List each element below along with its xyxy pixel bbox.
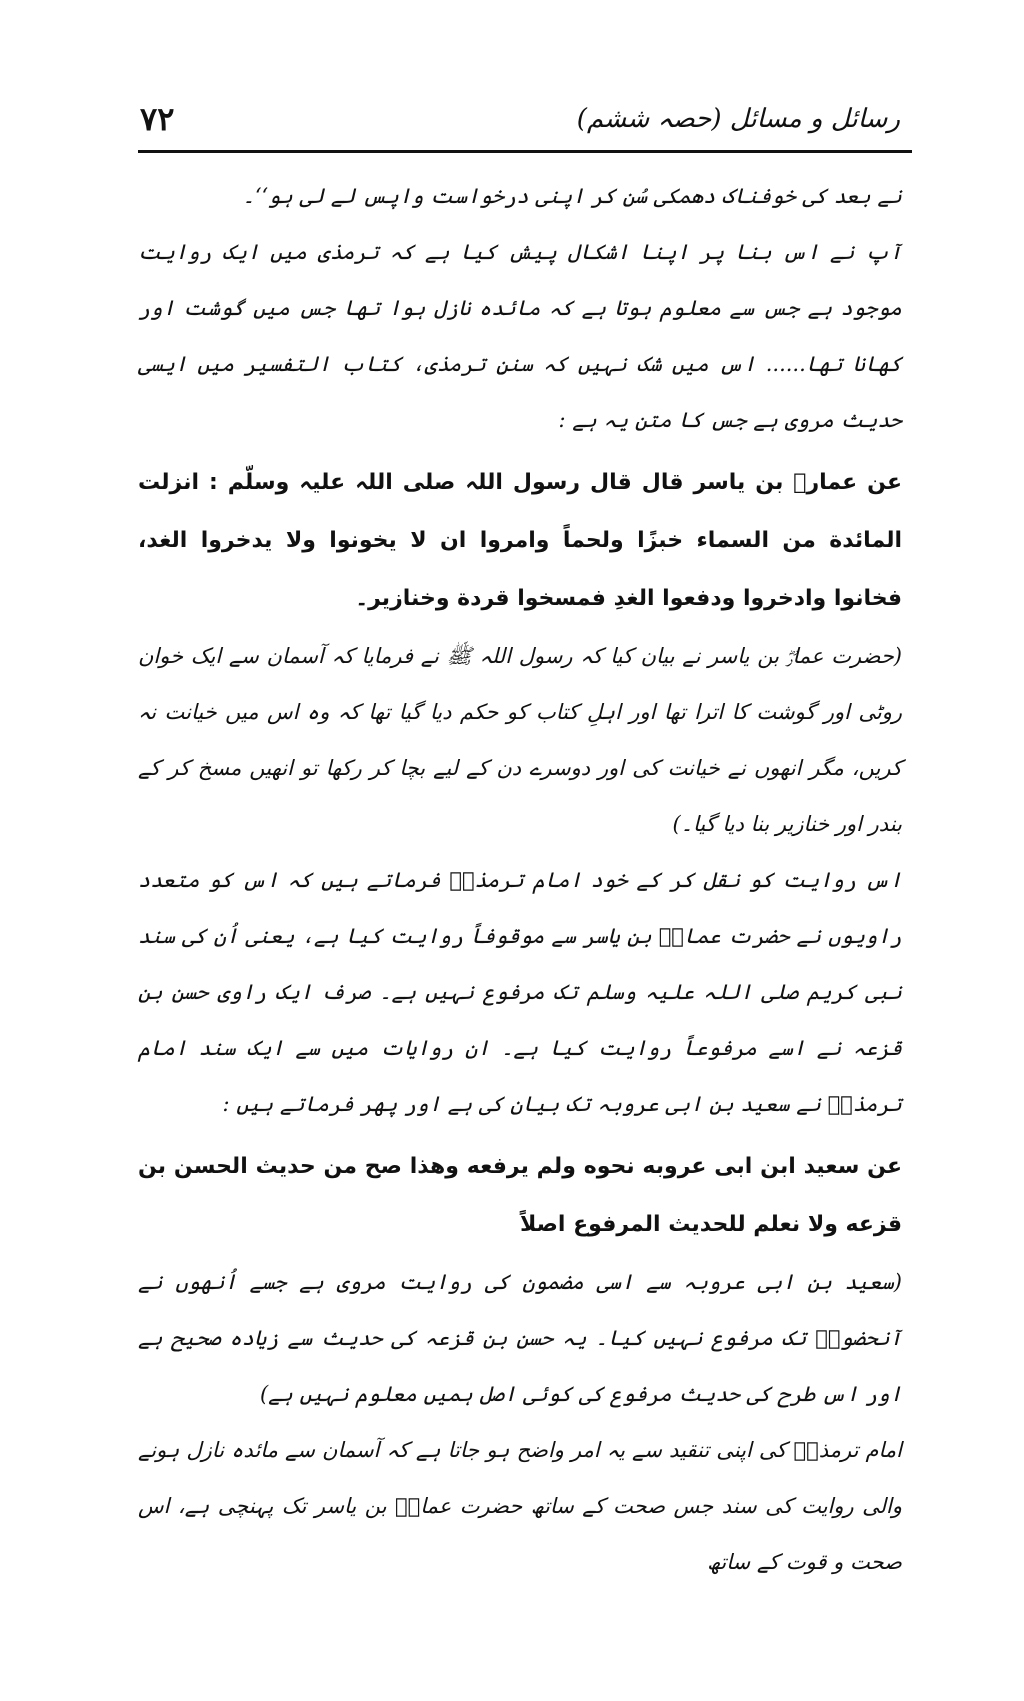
page-header xyxy=(140,100,900,146)
arabic-chain-quote: عن سعید ابن ابی عروبه نحوه ولم یرفعه وهذا صح من حدیث الحسن بن قزعه ولا نعلم للحدیث المرفوع اصلاً xyxy=(138,1154,902,1237)
page-number: ۷۲ xyxy=(140,100,175,138)
paragraph-question: آپ نے اس بنا پر اپنا اشکال پیش کیا ہے کہ ترمذی میں ایک روایت موجود ہے جس سے معلوم ہوتا ہے کہ مائدہ نازل ہوا تھا جس میں گوشت اور کھانا تھا...... اس میں شک نہیں کہ سننِ ترمذی، کتاب التفسیر میں ایسی حدیث مروی ہے جس کا متن یہ ہے : xyxy=(138,240,902,432)
paragraph-tirmidhi-comment: اس روایت کو نقل کر کے خود امام ترمذیؒ فرماتے ہیں کہ اس کو متعدد راویوں نے حضرت عمارؓ بن یاسر سے موقوفاً روایت کیا ہے، یعنی اُن کی سند نبی کریم صلی اللہ علیہ وسلم تک مرفوع نہیں ہے۔ صرف ایک راوی حسن بن قزعہ نے اسے مرفوعاً روایت کیا ہے۔ ان روایات میں سے ایک سند امام ترمذیؒ نے سعید بن ابی عروبہ تک بیان کی ہے اور پھر فرماتے ہیں : xyxy=(138,868,902,1116)
paragraph-intro: نے بعد کی خوفناک دھمکی سُن کر اپنی درخواست واپس لے لی ہو‘‘۔ xyxy=(242,184,902,208)
arabic-hadith-quote: عن عمارؓ بن یاسر قال قال رسول اللہ صلی اللہ علیہ وسلّم : انزلت المائدة من السماء خبزًا ولحماً وامروا ان لا یخونوا ولا یدخروا الغد، فخانوا وادخروا ودفعوا الغدِ فمسخوا قردة وخنازیر۔ xyxy=(138,470,902,611)
paragraph-chain-translation: (سعید بن ابی عروبہ سے اسی مضمون کی روایت مروی ہے جسے اُنھوں نے آنحضورؐ تک مرفوع نہیں کیا۔ یہ حسن بن قزعہ کی حدیث سے زیادہ صحیح ہے اور اس طرح کی حدیث مرفوع کی کوئی اصل ہمیں معلوم نہیں ہے) xyxy=(138,1270,902,1406)
running-title: رسائل و مسائل (حصہ ششم) xyxy=(576,104,900,134)
paragraph-conclusion: امام ترمذیؒ کی اپنی تنقید سے یہ امر واضح ہو جاتا ہے کہ آسمان سے مائدہ نازل ہونے والی روایت کی سند جس صحت کے ساتھ حضرت عمارؓ بن یاسر تک پہنچی ہے، اس صحت و قوت کے ساتھ xyxy=(138,1438,902,1574)
paragraph-hadith-translation: (حضرت عمارؓ بن یاسر نے بیان کیا کہ رسول اللہ ﷺ نے فرمایا کہ آسمان سے ایک خوان روٹی اور گوشت کا اترا تھا اور اہلِ کتاب کو حکم دیا گیا تھا کہ وہ اس میں خیانت نہ کریں، مگر انھوں نے خیانت کی اور دوسرے دن کے لیے بچا کر رکھا تو انھیں مسخ کر کے بندر اور خنازیر بنا دیا گیا۔) xyxy=(138,644,902,836)
page-body xyxy=(138,168,902,1590)
header-rule xyxy=(138,150,912,153)
